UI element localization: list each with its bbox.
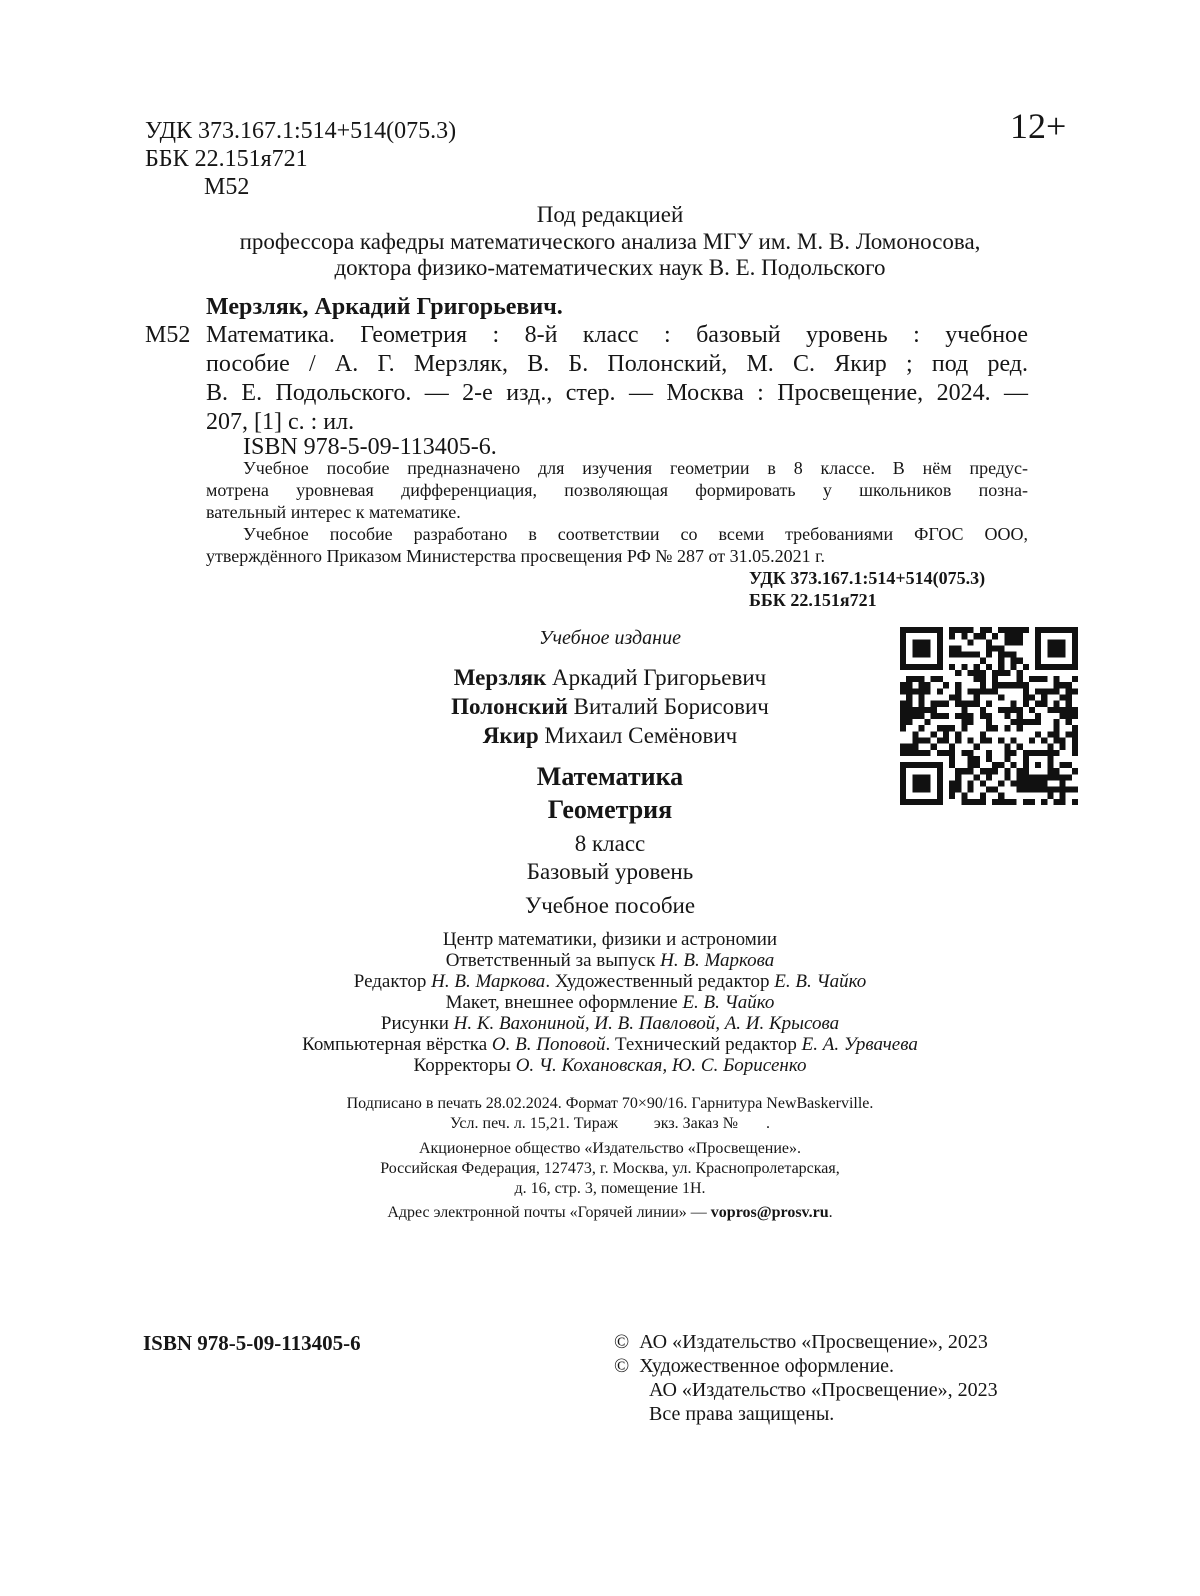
author-name: Виталий Борисович <box>573 694 769 719</box>
imprint-line-2: Усл. печ. л. 15,21. Тираж экз. Заказ № . <box>450 1115 770 1132</box>
editor-line-2: профессора кафедры математического анализа МГУ им. М. В. Ломоносова, <box>239 229 981 254</box>
header-code: М52 <box>204 174 250 200</box>
annotation-line: вательный интерес к математике. <box>206 502 461 522</box>
credit-line <box>210 949 1010 972</box>
author-name: Аркадий Григорьевич <box>552 665 767 690</box>
publisher-line-1: Акционерное общество «Издательство «Просвещение». <box>418 1140 802 1157</box>
annotation-line: Учебное пособие разработано в соответствии со всеми требованиями ФГОС ООО, <box>243 524 1028 544</box>
catalog-annotation-1 <box>206 457 1028 523</box>
credit-role: Центр математики, физики и астрономии <box>442 929 778 950</box>
credit-role: Макет, внешнее оформление <box>445 992 683 1013</box>
author-surname: Мерзляк <box>453 665 547 690</box>
credit-line <box>210 991 1010 1014</box>
email-end: . <box>828 1204 833 1221</box>
catalog-annotation-2 <box>206 523 1028 567</box>
publisher-line-3: д. 16, стр. 3, помещение 1Н. <box>514 1180 706 1197</box>
edition-title-1: Математика <box>536 762 684 791</box>
rights-reserved: Все права защищены. <box>649 1403 835 1425</box>
copyright-2: © Художественное оформление. <box>614 1355 895 1377</box>
edition-author <box>310 664 910 692</box>
catalog-isbn: ISBN 978-5-09-113405-6. <box>243 434 497 460</box>
header-bbk: ББК 22.151я721 <box>145 146 308 172</box>
copyright-1: © АО «Издательство «Просвещение», 2023 <box>614 1331 988 1353</box>
credit-role: . Технический редактор <box>605 1034 802 1055</box>
credit-person: Н. В. Маркова <box>660 950 775 971</box>
imprint-line-1: Подписано в печать 28.02.2024. Формат 70×90/16. Гарнитура NewBaskerville. <box>346 1095 874 1112</box>
age-rating: 12+ <box>1010 106 1067 146</box>
credit-person: Е. В. Чайко <box>774 971 867 992</box>
credit-role: . Художественный редактор <box>545 971 775 992</box>
catalog-desc-line: пособие / А. Г. Мерзляк, В. Б. Полонский, М. С. Якир ; под ред. <box>206 351 1028 377</box>
edition-title-2: Геометрия <box>547 795 673 824</box>
edition-type: Учебное издание <box>539 627 681 649</box>
credit-role: Рисунки <box>380 1013 454 1034</box>
credit-line <box>210 1033 1010 1056</box>
publisher-line-2: Российская Федерация, 127473, г. Москва, ул. Краснопролетарская, <box>380 1160 840 1177</box>
credit-role: Корректоры <box>413 1055 516 1076</box>
catalog-desc-line: 207, [1] с. : ил. <box>206 409 355 435</box>
credit-person: Н. В. Маркова <box>431 971 546 992</box>
credit-line <box>210 1012 1010 1035</box>
header-udk: УДК 373.167.1:514+514(075.3) <box>145 118 457 144</box>
catalog-code: М52 <box>145 322 191 348</box>
credit-person: О. Ч. Кохановская, Ю. С. Борисенко <box>515 1055 807 1076</box>
edition-author <box>310 722 910 750</box>
copyright-3: АО «Издательство «Просвещение», 2023 <box>649 1379 998 1401</box>
edition-level: Базовый уровень <box>526 859 694 884</box>
credit-person: Е. В. Чайко <box>682 992 775 1013</box>
catalog-desc-line: Математика. Геометрия : 8-й класс : базовый уровень : учебное <box>206 322 1028 348</box>
credit-line <box>210 970 1010 993</box>
author-name: Михаил Семёнович <box>544 723 738 748</box>
edition-grade: 8 класс <box>574 831 646 856</box>
hotline-email-line <box>210 1203 1010 1223</box>
credit-line <box>210 928 1010 951</box>
author-surname: Полонский <box>451 694 568 719</box>
qr-code-icon <box>900 627 1078 805</box>
email-link[interactable]: vopros@prosv.ru <box>710 1204 829 1221</box>
credit-person: Е. А. Урвачева <box>801 1034 918 1055</box>
annotation-line: утверждённого Приказом Министерства просвещения РФ № 287 от 31.05.2021 г. <box>206 546 825 566</box>
annotation-line: Учебное пособие предназначено для изучения геометрии в 8 классе. В нём предус- <box>243 458 1028 478</box>
credit-role: Ответственный за выпуск <box>445 950 661 971</box>
annotation-line: мотрена уровневая дифференциация, позволяющая формировать у школьников позна- <box>206 480 1028 500</box>
credit-line <box>210 1054 1010 1077</box>
credit-person: Н. К. Вахониной, И. В. Павловой, А. И. Крысова <box>453 1013 840 1034</box>
credit-role: Компьютерная вёрстка <box>302 1034 492 1055</box>
edition-kind: Учебное пособие <box>524 893 696 918</box>
author-surname: Якир <box>482 723 539 748</box>
catalog-udk: УДК 373.167.1:514+514(075.3) <box>749 568 986 588</box>
editor-line-3: доктора физико-математических наук В. Е. Подольского <box>334 255 886 280</box>
footer-isbn: ISBN 978-5-09-113405-6 <box>143 1331 361 1355</box>
credit-role: Редактор <box>353 971 432 992</box>
catalog-author: Мерзляк, Аркадий Григорьевич. <box>206 294 563 320</box>
catalog-description <box>206 321 1028 437</box>
edition-author <box>310 693 910 721</box>
credit-person: О. В. Поповой <box>491 1034 606 1055</box>
editor-line-1: Под редакцией <box>536 202 684 227</box>
catalog-bbk: ББК 22.151я721 <box>749 590 877 610</box>
catalog-desc-line: В. Е. Подольского. — 2-е изд., стер. — Москва : Просвещение, 2024. — <box>206 380 1028 406</box>
email-label: Адрес электронной почты «Горячей линии» — <box>387 1204 711 1221</box>
